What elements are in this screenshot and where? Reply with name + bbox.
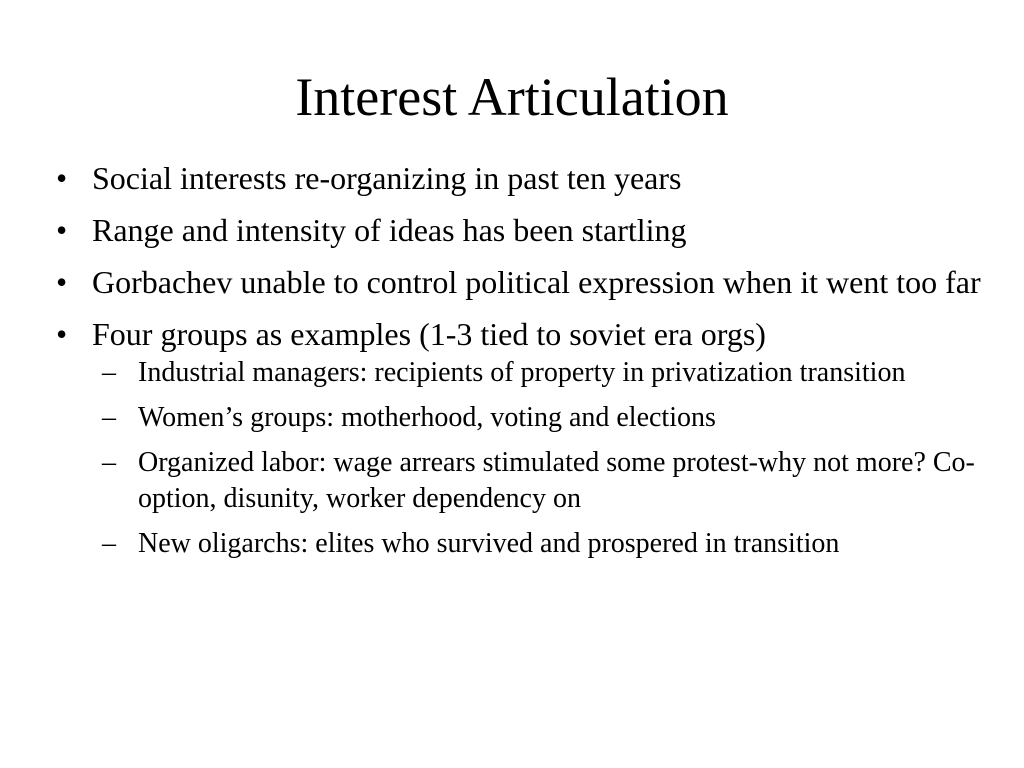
bullet-text: Range and intensity of ideas has been startling xyxy=(92,212,687,248)
sub-bullet-text: Organized labor: wage arrears stimulated some protest-why not more? Co-option, disunity, worker dependency on xyxy=(138,447,975,514)
bullet-marker: • xyxy=(56,160,68,196)
bullet-item xyxy=(56,210,986,251)
sub-bullet-text: Industrial managers: recipients of property in privatization transition xyxy=(138,357,906,388)
sub-bullet-marker: – xyxy=(102,357,116,388)
bullet-marker: • xyxy=(56,264,68,300)
sub-bullet-marker: – xyxy=(102,528,116,559)
sub-bullet-item xyxy=(102,400,986,436)
sub-bullet-marker: – xyxy=(102,402,116,433)
sub-bullet-marker: – xyxy=(102,447,116,478)
bullet-item xyxy=(56,158,986,199)
bullet-text: Social interests re-organizing in past ten years xyxy=(92,160,682,196)
bullet-marker: • xyxy=(56,212,68,248)
sub-bullet-text: Women’s groups: motherhood, voting and elections xyxy=(138,402,716,433)
bullet-item xyxy=(56,314,986,562)
sub-bullet-text: New oligarchs: elites who survived and prospered in transition xyxy=(138,528,840,559)
bullet-list xyxy=(56,158,986,573)
bullet-text: Gorbachev unable to control political expression when it went too far xyxy=(92,264,981,300)
bullet-item xyxy=(56,262,986,303)
bullet-text: Four groups as examples (1-3 tied to soviet era orgs) xyxy=(92,316,766,352)
sub-bullet-item xyxy=(102,445,986,517)
bullet-marker: • xyxy=(56,316,68,352)
sub-bullet-list xyxy=(102,355,986,562)
sub-bullet-item xyxy=(102,355,986,391)
sub-bullet-item xyxy=(102,526,986,562)
slide-title: Interest Articulation xyxy=(295,67,729,127)
